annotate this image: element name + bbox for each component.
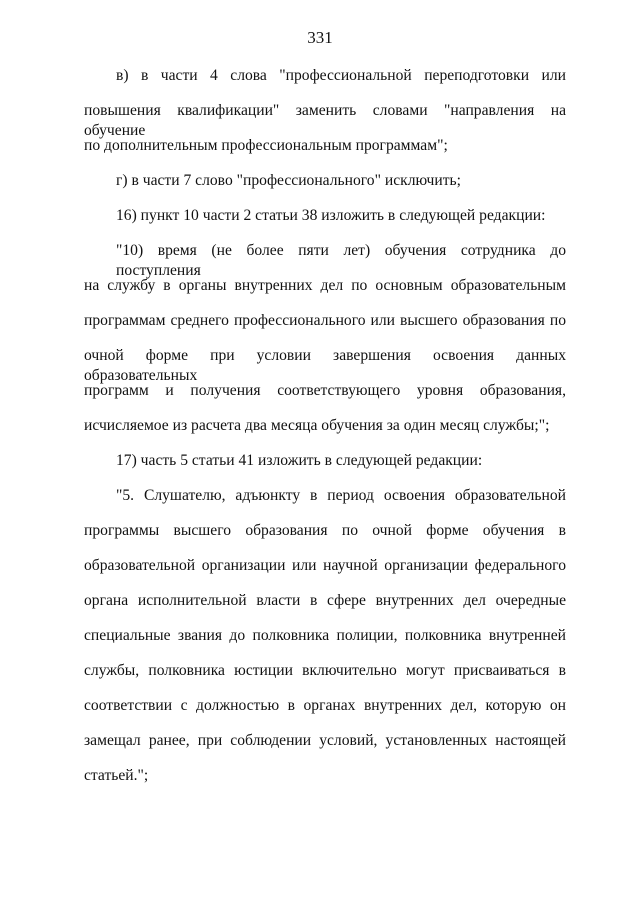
text-line: на службу в органы внутренних дел по основным образовательным	[84, 277, 566, 294]
text-line: замещал ранее, при соблюдении условий, установленных настоящей	[84, 732, 566, 749]
text-line: органа исполнительной власти в сфере внутренних дел очередные	[84, 592, 566, 609]
text-line: 17) часть 5 статьи 41 изложить в следующей редакции:	[116, 452, 483, 469]
page-number: 331	[307, 28, 333, 47]
text-line: "10) время (не более пяти лет) обучения сотрудника до поступления	[116, 242, 566, 279]
text-line: исчисляемое из расчета два месяца обучения за один месяц службы;";	[84, 417, 550, 434]
text-line: соответствии с должностью в органах внутренних дел, которую он	[84, 697, 566, 714]
text-line: программы высшего образования по очной форме обучения в	[84, 522, 566, 539]
text-line: образовательной организации или научной организации федерального	[84, 557, 566, 574]
text-line: специальные звания до полковника полиции, полковника внутренней	[84, 627, 566, 644]
text-line: службы, полковника юстиции включительно могут присваиваться в	[84, 662, 566, 679]
text-line: по дополнительным профессиональным программам";	[84, 137, 448, 154]
text-line: очной форме при условии завершения освоения данных образовательных	[84, 347, 566, 384]
text-line: статьей.";	[84, 767, 149, 784]
text-line: "5. Слушателю, адъюнкту в период освоения образовательной	[116, 487, 566, 504]
text-line: программам среднего профессионального или высшего образования по	[84, 312, 566, 329]
text-line: в) в части 4 слова "профессиональной переподготовки или	[116, 67, 566, 84]
text-line: повышения квалификации" заменить словами "направления на обучение	[84, 102, 566, 139]
text-line: 16) пункт 10 части 2 статьи 38 изложить в следующей редакции:	[116, 207, 546, 224]
text-line: г) в части 7 слово "профессионального" исключить;	[116, 172, 461, 189]
text-line: программ и получения соответствующего уровня образования,	[84, 382, 566, 399]
